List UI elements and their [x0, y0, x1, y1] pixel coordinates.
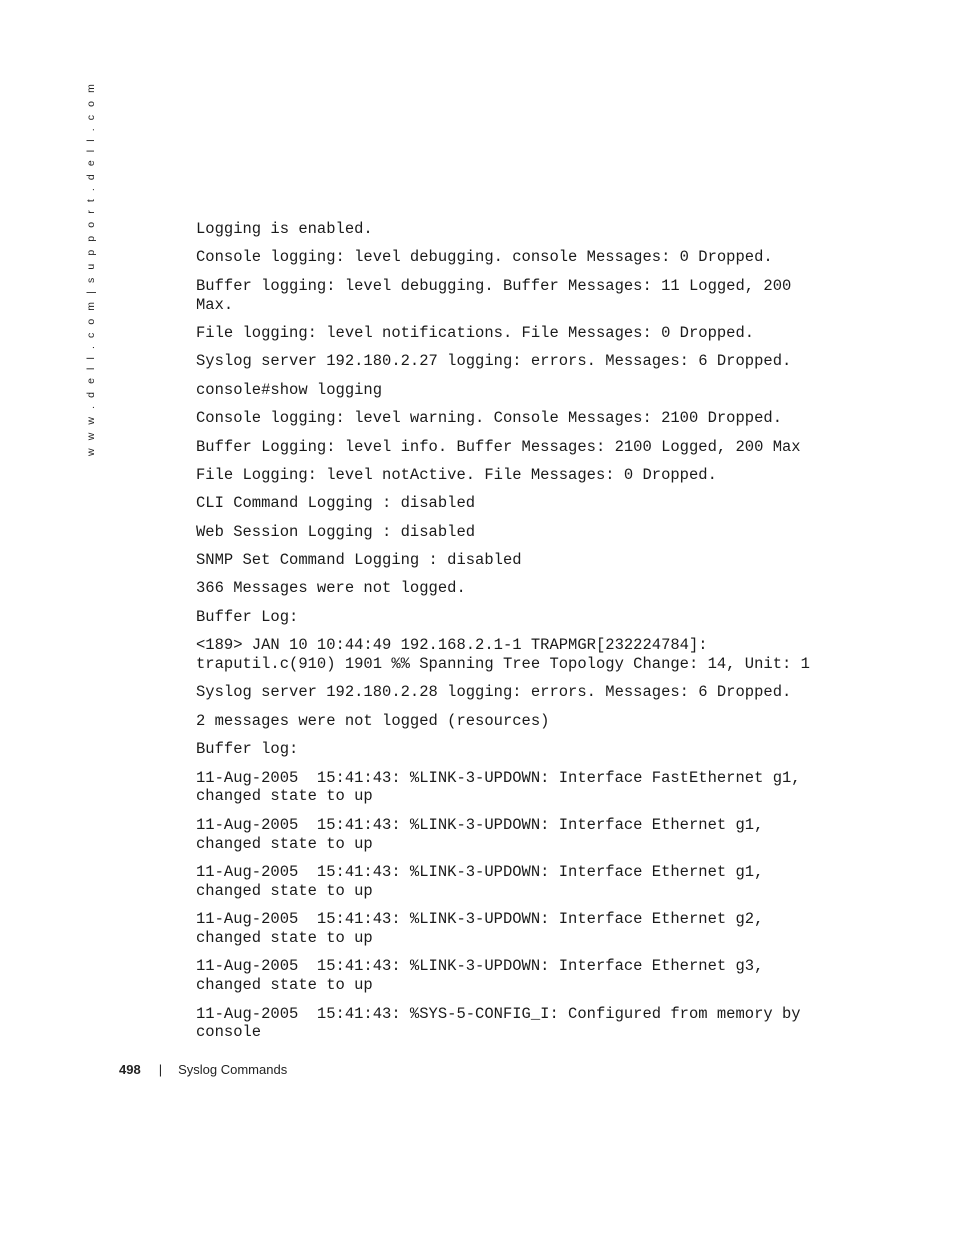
page-footer [119, 1061, 287, 1079]
output-line: Buffer log: [196, 740, 299, 759]
output-line: 366 Messages were not logged. [196, 579, 466, 598]
output-line: 11-Aug-2005 15:41:43: %SYS-5-CONFIG_I: Configured from memory by console [196, 1004, 801, 1042]
output-line: <189> JAN 10 10:44:49 192.168.2.1-1 TRAPMGR[232224784]: traputil.c(910) 1901 %% Spanning Tree Topology Change: 14, Unit: 1 [196, 636, 810, 674]
output-line: Console logging: level warning. Console Messages: 2100 Dropped. [196, 409, 782, 428]
output-line: Web Session Logging : disabled [196, 522, 476, 541]
output-line: Logging is enabled. [196, 220, 373, 238]
output-line: SNMP Set Command Logging : disabled [196, 551, 522, 570]
footer-separator: | [158, 1062, 163, 1077]
page-number: 498 [119, 1062, 141, 1077]
output-line: Console logging: level debugging. console Messages: 0 Dropped. [196, 248, 773, 267]
output-line: File Logging: level notActive. File Messages: 0 Dropped. [196, 465, 717, 484]
output-line: Syslog server 192.180.2.27 logging: errors. Messages: 6 Dropped. [196, 352, 792, 371]
output-line: console#show logging [196, 380, 383, 399]
output-line: 2 messages were not logged (resources) [196, 711, 550, 730]
output-line: Buffer Logging: level info. Buffer Messages: 2100 Logged, 200 Max [196, 437, 801, 456]
sidebar-website-url: w w w . d e l l . c o m | s u p p o r t . d e l l . c o m [85, 81, 97, 456]
output-line: CLI Command Logging : disabled [196, 494, 476, 513]
output-line: Buffer Log: [196, 607, 299, 626]
output-line: Syslog server 192.180.2.28 logging: errors. Messages: 6 Dropped. [196, 683, 792, 702]
output-line: 11-Aug-2005 15:41:43: %LINK-3-UPDOWN: Interface Ethernet g1, changed state to up [196, 815, 764, 853]
output-line: 11-Aug-2005 15:41:43: %LINK-3-UPDOWN: Interface Ethernet g1, changed state to up [196, 863, 764, 900]
output-line: 11-Aug-2005 15:41:43: %LINK-3-UPDOWN: Interface FastEthernet g1, changed state to up [196, 768, 801, 806]
output-line: 11-Aug-2005 15:41:43: %LINK-3-UPDOWN: Interface Ethernet g2, changed state to up [196, 910, 764, 947]
section-title: Syslog Commands [178, 1062, 288, 1077]
output-line: 11-Aug-2005 15:41:43: %LINK-3-UPDOWN: Interface Ethernet g3, changed state to up [196, 957, 764, 995]
output-line: File logging: level notifications. File Messages: 0 Dropped. [196, 323, 755, 342]
output-line: Buffer logging: level debugging. Buffer Messages: 11 Logged, 200 Max. [196, 276, 792, 314]
command-output-block [196, 220, 836, 1052]
